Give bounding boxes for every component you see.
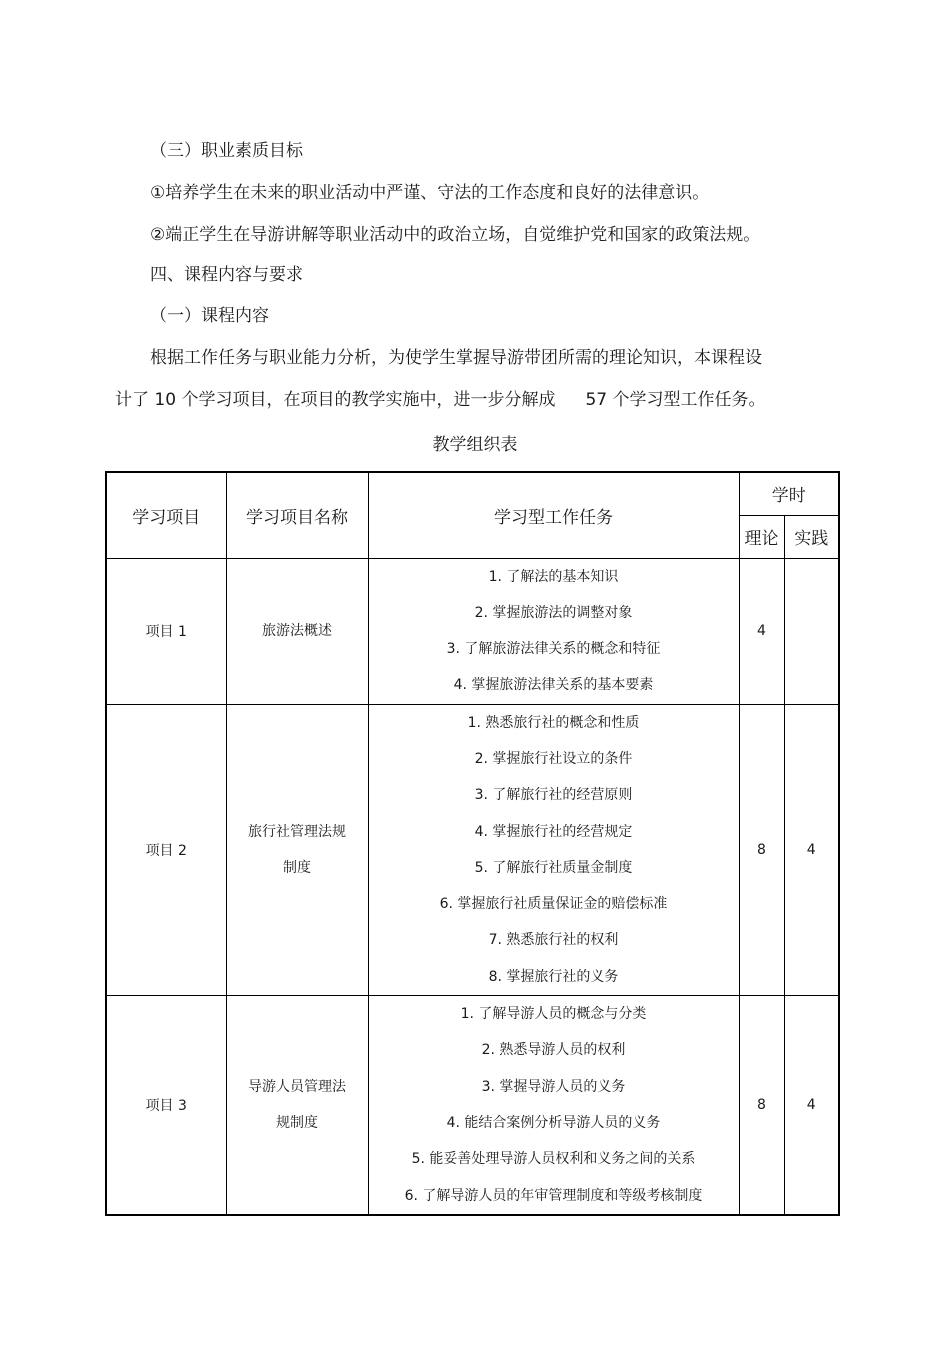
goal-item-1: ①培养学生在未来的职业活动中严谨、守法的工作态度和良好的法律意识。	[150, 183, 710, 203]
task-item: 4. 掌握旅行社的经营规定	[474, 823, 633, 840]
row-project-name-line: 旅游法概述	[262, 623, 332, 640]
table-row	[106, 704, 839, 995]
row-practice-hours: 4	[784, 996, 839, 1215]
task-item: 2. 熟悉导游人员的权利	[481, 1042, 626, 1059]
intro-paragraph-line-2	[115, 390, 766, 410]
subsection-heading: （一）课程内容	[150, 306, 269, 326]
row-project-name-line: 旅行社管理法规	[248, 823, 346, 840]
row-practice-hours	[784, 558, 839, 704]
task-item: 1. 了解导游人员的概念与分类	[460, 1006, 647, 1023]
header-theory: 理论	[739, 515, 784, 558]
row-tasks	[368, 558, 739, 704]
row-project-name	[226, 704, 368, 995]
row-project-name	[226, 996, 368, 1215]
row-theory-hours: 8	[739, 996, 784, 1215]
header-practice: 实践	[784, 515, 839, 558]
task-item: 2. 掌握旅行社设立的条件	[474, 750, 633, 767]
goal-item-2: ②端正学生在导游讲解等职业活动中的政治立场，自觉维护党和国家的政策法规。	[150, 225, 761, 245]
header-tasks: 学习型工作任务	[368, 472, 739, 558]
task-item: 3. 掌握导游人员的义务	[481, 1078, 626, 1095]
table-caption: 教学组织表	[432, 435, 518, 455]
header-project-name: 学习项目名称	[226, 472, 368, 558]
task-item: 6. 了解导游人员的年审管理制度和等级考核制度	[404, 1187, 703, 1204]
task-item: 3. 了解旅行社的经营原则	[474, 787, 633, 804]
task-item: 5. 能妥善处理导游人员权利和义务之间的关系	[411, 1151, 696, 1168]
intro-line-2-part-a: 计了 10 个学习项目，在项目的教学实施中，进一步分解成	[115, 390, 556, 410]
row-project-name	[226, 558, 368, 704]
header-project: 学习项目	[106, 472, 226, 558]
teaching-organization-table	[105, 471, 840, 1216]
table-row	[106, 996, 839, 1215]
task-item: 7. 熟悉旅行社的权利	[488, 932, 619, 949]
section-heading: 四、课程内容与要求	[150, 265, 303, 285]
header-hours: 学时	[739, 472, 839, 515]
task-item: 4. 掌握旅游法律关系的基本要素	[453, 677, 654, 694]
row-tasks	[368, 996, 739, 1215]
intro-line-2-part-b: 57 个学习型工作任务。	[585, 390, 766, 410]
row-tasks	[368, 704, 739, 995]
task-item: 5. 了解旅行社质量金制度	[474, 859, 633, 876]
row-project-name-line: 制度	[283, 859, 311, 876]
task-item: 4. 能结合案例分析导游人员的义务	[446, 1114, 661, 1131]
table-row	[106, 558, 839, 704]
row-project: 项目 2	[106, 704, 226, 995]
row-project: 项目 1	[106, 558, 226, 704]
task-item: 1. 了解法的基本知识	[488, 568, 619, 585]
row-project: 项目 3	[106, 996, 226, 1215]
row-theory-hours: 8	[739, 704, 784, 995]
task-item: 3. 了解旅游法律关系的概念和特征	[446, 641, 661, 658]
vocational-quality-goal-heading: （三）职业素质目标	[150, 141, 303, 161]
task-item: 8. 掌握旅行社的义务	[488, 968, 619, 985]
row-project-name-line: 规制度	[276, 1114, 318, 1131]
row-theory-hours: 4	[739, 558, 784, 704]
task-item: 2. 掌握旅游法的调整对象	[474, 604, 633, 621]
task-item: 1. 熟悉旅行社的概念和性质	[467, 714, 640, 731]
row-practice-hours: 4	[784, 704, 839, 995]
intro-paragraph-line-1: 根据工作任务与职业能力分析，为使学生掌握导游带团所需的理论知识，本课程设	[150, 348, 762, 368]
task-item: 6. 掌握旅行社质量保证金的赔偿标准	[439, 896, 668, 913]
row-project-name-line: 导游人员管理法	[248, 1078, 346, 1095]
